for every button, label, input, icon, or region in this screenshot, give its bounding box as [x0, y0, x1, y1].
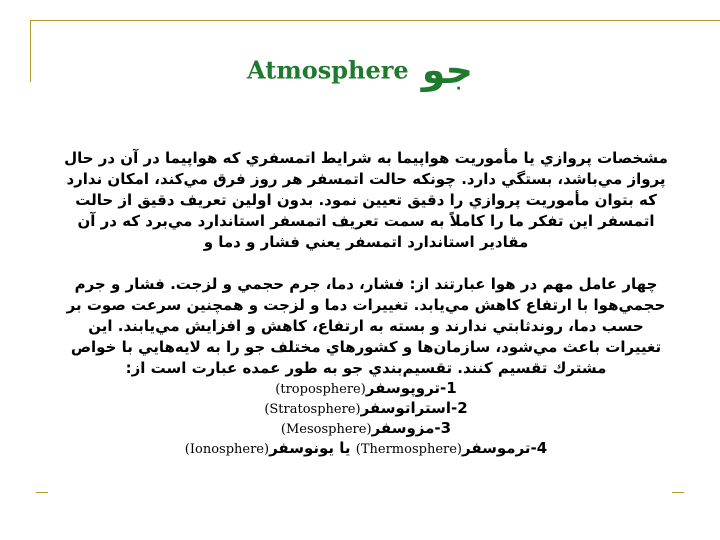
list-item-english: (Thermosphere): [355, 442, 462, 457]
list-item-persian: تروپوسفر: [365, 379, 441, 397]
slide-body: [60, 148, 672, 540]
layer-list: [60, 379, 672, 459]
body-paragraph-1: مشخصات پروازي يا مأموريت هواپيما به شرايط اتمسفري كه هواپيما در آن در حال پرواز مي‌باشد، بستگي دارد. چونكه حالت اتمسفر هر روز فرق مي‌كند، امكان ندارد كه بتوان مأموريت پروازي را دقيق تعيين نمود. بدون اولين تعريف دقيق از حالت اتمسفر اين تفكر ما را كاملاً به سمت تعريف اتمسفر استاندارد مي‌برد كه در آن مقادير استاندارد اتمسفر يعني فشار و دما و: [64, 149, 668, 251]
list-item-english: (Stratosphere): [264, 402, 361, 417]
title-english: Atmosphere: [247, 55, 409, 85]
footer-tick-right: [672, 492, 684, 493]
list-item-persian: استراتوسفر: [360, 399, 451, 417]
frame-top-line: [30, 20, 720, 21]
list-item-number: 4-: [530, 439, 548, 457]
footer-tick-left: [36, 492, 48, 493]
body-paragraph-2: چهار عامل مهم در هوا عبارتند از: فشار، دما، جرم حجمي و لزجت. فشار و جرم حجمي‌هوا با ارتفاع كاهش مي‌يابد. تغييرات دما و لزجت و همچنين سرعت صوت بر حسب دما، روندثابتي ندارند و بسته به ارتفاع، كاهش و افزايش مي‌يابند. اين تغييرات باعث مي‌شود، سازمان‌ها و كشورهاي مختلف جو را به لايه‌هايي با خواص مشترك تقسيم كنند. تقسيم‌بندي جو به طور عمده عبارت است از:: [66, 275, 666, 377]
list-item-persian-alt: يا يونوسفر: [269, 439, 351, 457]
list-item: [60, 379, 672, 399]
list-item-number: 3-: [434, 419, 452, 437]
list-item-english: (Mesosphere): [280, 422, 372, 437]
list-item: [60, 419, 672, 439]
list-item-english: (troposphere): [275, 382, 366, 397]
list-item-persian: مزوسفر: [371, 419, 435, 437]
list-item-number: 2-: [451, 399, 468, 417]
slide-title: [0, 48, 720, 92]
title-persian: جو: [421, 48, 473, 92]
list-item-persian: ترموسفر: [462, 439, 531, 457]
list-item: [60, 399, 672, 419]
list-item-number: 1-: [440, 379, 457, 397]
list-item-english-alt: (Ionosphere): [184, 442, 270, 457]
list-item: [60, 439, 672, 459]
